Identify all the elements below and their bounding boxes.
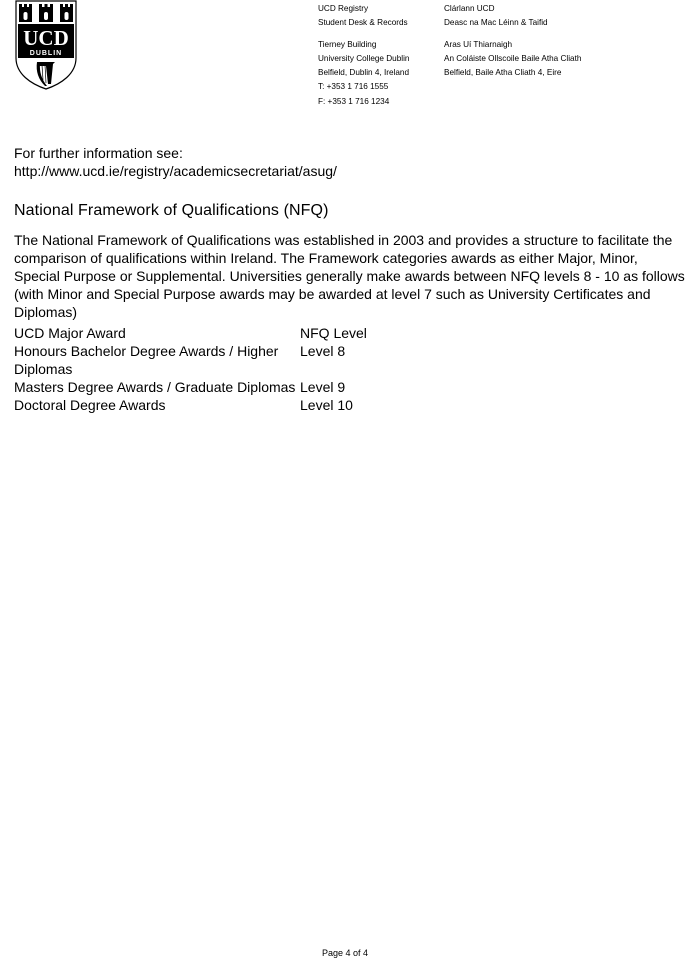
table-row	[14, 396, 420, 414]
award-level: Level 10	[300, 397, 353, 413]
award-name: Honours Bachelor Degree Awards / Higher Diplomas	[14, 343, 279, 377]
table-header-row	[14, 324, 420, 342]
phone-number: T: +353 1 716 1555	[318, 82, 389, 92]
award-name: Masters Degree Awards / Graduate Diplomas	[14, 379, 296, 395]
address-line: Clárlann UCD	[444, 4, 495, 13]
fax-number: F: +353 1 716 1234	[318, 96, 390, 106]
further-info	[14, 144, 337, 180]
table-row	[14, 342, 420, 378]
logo-dublin-text: DUBLIN	[29, 50, 63, 57]
address-line: Deasc na Mac Léinn & Taifid	[444, 18, 548, 28]
address-line: Student Desk & Records	[318, 18, 408, 28]
address-line: UCD Registry	[318, 4, 369, 13]
logo-ucd-text: UCD	[23, 26, 69, 50]
address-line: An Coláiste Ollscoile Baile Atha Cliath	[444, 53, 582, 63]
column-header-level: NFQ Level	[300, 325, 367, 341]
awards-table	[14, 324, 420, 414]
address-line: Belfield, Dublin 4, Ireland	[318, 68, 410, 78]
nfq-description: The National Framework of Qualifications was established in 2003 and provides a structure to facilitate the comparison of qualifications within Ireland. The Framework categories awards as either Major, Minor, Special Purpose or Supplemental. Universities generally make awards between NFQ levels 8 - 10 as follows (with Minor and Special Purpose awards may be awarded at level 7 such as University Certificates and Diplomas)	[14, 232, 685, 320]
address-line: University College Dublin	[318, 53, 410, 63]
award-name: Doctoral Degree Awards	[14, 397, 166, 413]
section-heading: National Framework of Qualifications (NFQ)	[14, 202, 329, 219]
address-line: Belfield, Baile Atha Cliath 4, Eire	[444, 68, 562, 78]
further-info-label: For further information see:	[14, 145, 183, 161]
column-header-award: UCD Major Award	[14, 325, 126, 341]
page-number: Page 4 of 4	[321, 948, 369, 958]
ucd-dublin-crest-logo	[15, 0, 77, 90]
address-irish	[444, 2, 581, 80]
award-level: Level 8	[300, 343, 346, 359]
address-line: Aras Uí Thiarnaigh	[444, 39, 513, 49]
address-line: Tierney Building	[318, 39, 377, 49]
address-english	[318, 2, 409, 109]
further-info-link[interactable]: http://www.ucd.ie/registry/academicsecretariat/asug/	[14, 163, 337, 179]
award-level: Level 9	[300, 379, 346, 395]
table-row	[14, 378, 420, 396]
